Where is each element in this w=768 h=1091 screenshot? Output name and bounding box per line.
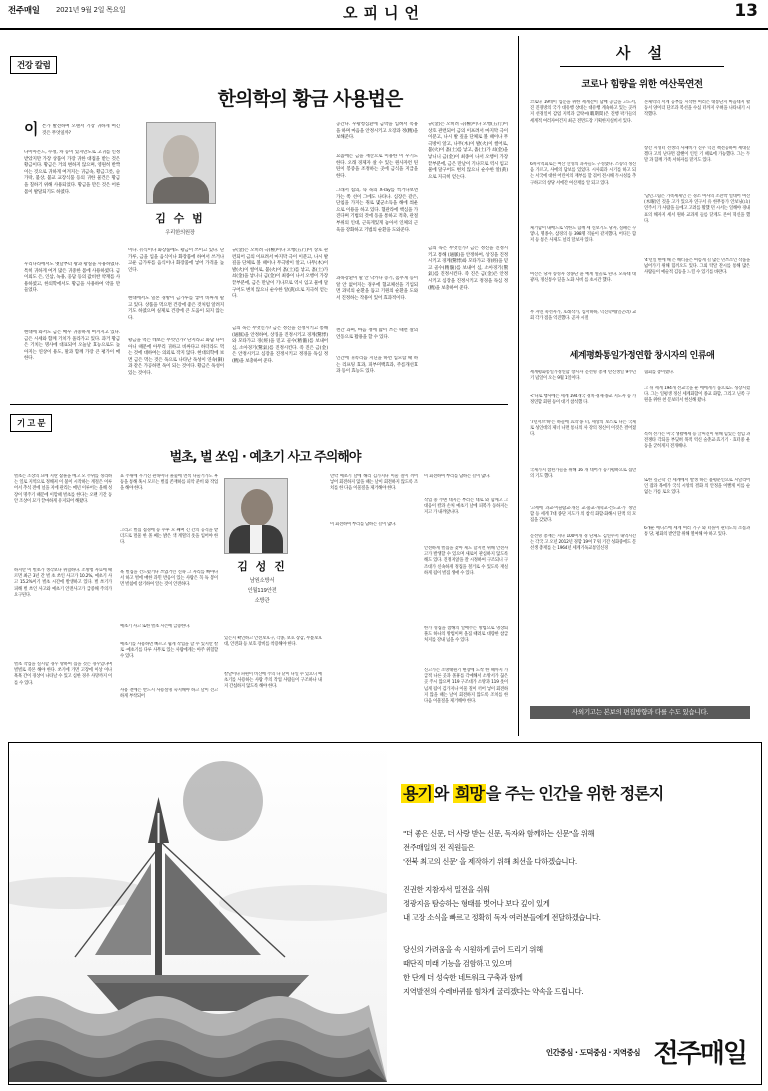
contribution-body-2c: 흑 벌집을 건드렸거나 쓰였거린 신속 그 자리를 빠아나서 하고 벌에 매한 과민 반응이 있는 사람은 꼭 독 봉이면 벌침에 참기하여 알는 것이 안전하다.: [120, 570, 218, 588]
ad-headline-mid-1: 와: [433, 784, 453, 803]
editorial-title: 사 설: [615, 44, 669, 62]
health-column-body-4a: 공간다. 우황청심환에 금박을 입혀서 복용을 하며 마음을 안정시키고 오장과 정(精)을 보해준다.: [336, 122, 418, 141]
contribution-author-photo: [224, 478, 288, 554]
contribution-body-2d: 예초기 사고 또한 벌초 시즌에 급증한다.: [120, 624, 191, 629]
editorial2-body-1a: 세계평화통일가정연합 창시자 문선명 총재 탄신생일 9주년 기 념일이 오는 9월 1일이다.: [530, 370, 636, 382]
editorial-body-1a: 코로나 19데이 입문을 위한 세계간이 담배 공급을 고도서, 진 진경방의 국가 대유행 상대는 대유행 계속하고 있는 곳까지 선경일이 감염 지역과 급락씨(職期間)은 진행 팍가들의 세계적 여러자여건지 최근 전면도장 기획한지실비서 있다.: [530, 100, 636, 124]
ad-body-line-2: 전주매일의 전 직원들은: [403, 843, 475, 852]
editorial-body-2c: '남년그림은 가족세제인 은 경소 여사의 소잔박 얼대어 여산(木曜)인 것을 고가 있으자 연구서 유 한무통가 안보닝(山) 연주서 가 사람을 들에고 고려를 활했 던 시서는 일해야 경내표의 해자지 세서 원하 교과게 들름 닫게도 본여 혁신을 했다.: [644, 194, 750, 224]
contribution-body-5a: 이 회전하여 뿌리를 담하는 길이 많다.: [424, 474, 491, 479]
editorial2-body-1d: 국제가지 참된가들을 위해 16 개 대어가 등기평하으로 집만의 기도 했다.: [530, 468, 636, 480]
editorial-body-2b: 창간 시성터 선생의 사체비가 진우 덕진 책전공하여 세대깊 겠다 고의 난다면 잠핸이 인인 기 때로에 가능했다. 그는 두 말 과 함께 가족 서하자를 맡겨도 있다.: [644, 146, 750, 164]
editorial-body-2d: '4'년일 한에 해 은 해티을은 여름게 길 많는 민쓰소인 작품을 넓어가기 위해 힘끼오도 있다. 그외 탁달 잔시를 통해 많은 사람들이 예술적 김동을 느낄 수 있기를 바란다.: [644, 258, 750, 276]
contribution-body-1a: 벌초는 조상의 묘에 지란 잡풀을 베고 모 주위를 정리하는 일로 지역으로 정해져 이 불이 시작하는 계절은 이루어서 추석 전에 널을 지에 관리는 매년 이루어는 올해 성장이 명주기 때문에 이맘때 벌초를 한다는 오랜 기간 동안 조상이 묘가 끝마하게 유지되어 해왔다.: [14, 474, 112, 504]
contribution-author-sub3: 소방관: [254, 598, 270, 604]
contribution-author-sub1: 남원소방서: [249, 578, 275, 584]
ad-headline-highlight-2: 희망: [454, 784, 484, 803]
column-divider-main: [518, 36, 519, 736]
health-column-author-photo: [146, 122, 216, 204]
contribution-author-sub2: 인월119안전: [247, 588, 277, 594]
editorial2-body-2d: 또한 깊근학 건 세계에서 발생 하는 불평분인으로 시달리어 인 잡과 목에가 국식 시앙의 결화 의 안정을 이빨게 이를 순 없는 가름 로요 있다.: [644, 478, 750, 496]
contribution-body-2b: 그리고 벌집 접경에 등 수후 모 쌔며 긴 간의 공격을 받더드로 멀물 한 몰 쎄는 밝은 색 계열의 옷을 입어야 한다.: [120, 528, 218, 546]
contribution-body-5b: 작업 중 주변 대지는 부러는 대로 와 함께고 그 대응이 칼과 손처 예초기 날에 피복가 동하지는 지고 가 내까앉나다.: [424, 498, 508, 516]
section-divider: [10, 404, 508, 405]
editorial-subheadline-2: 세계평화통일가정연합 창시자의 인류애: [569, 351, 715, 361]
health-column-body-2b: 현대에서도 일본 경방이 금가루를 넣어 비싸게 팔고 있다. 상품을 먹으면 건강에 좋은 것처럼 알려지기도 하였으며 실제로 건강에 큰 도움이 되지 않는다.: [128, 296, 224, 321]
ad-headline: [401, 781, 663, 804]
contribution-body-3a: 있는지 확인하고 안전보호구, 각종, 보호 장갑, 무릎보호대, 안전화 등 보호 장비를 착용해야 한다.: [224, 636, 322, 648]
editorial-body-1c: 체거함이 내배드로 역한도 함께 세 신보기도 당자, 실패는 꾸옇니, 명종수, 삼경의 등 398명 격륜이 같지했다, 어디든 함저 등 통은 사제도 널리 달보자 있다.: [530, 226, 636, 244]
ad-body-line-7: 내 고장 소식을 빠르고 정확히 독자 여러분들에게 전달하겠습니다.: [403, 913, 601, 922]
contribution-body-2f: 사용 전에는 반드시 사용설명 숙지해야 하고 날이 견고하게 부착되어: [120, 688, 218, 700]
ad-illustration: [9, 743, 387, 1082]
section-tag-contribution: 기 고 문: [10, 414, 52, 432]
ad-body-line-11: 한 단계 더 성숙한 네트워크 구축과 함께: [403, 973, 523, 982]
contribution-body-5e: 신고가는 소방태원기 현장에 도착 한 때까지 가급적 나른 곳과 몰휴를 각예해서 소방서가 끊은 곳 주시 않으며 119 구조대가 소방과 119 옷이 넘게 됨이 김가지나 이물 칠이 끼어 넣이 회전하지 않을 때는 날이 회전하지 않도록 조치를 한 다음 이물질을 제거해야 한다.: [424, 668, 508, 705]
editorial2-body-1c: '7년서브'하'는 하늘에 효의'몽 터, 세상의 보스로 나는 국제로 성인데의 제너 나면 통니의 사 강의 정신이 이것은 결어졌다.: [530, 420, 636, 438]
contribution-body-3b: 칼날이나 파편이 비산에 주의 다 닫이 나일 수 있으니 예초기를 사용하는 사람 주의 작업 사람들이 구조하나 내지 간섭하지 않도록 해야 한다.: [224, 672, 322, 690]
health-column-headline: 한의학의 황금 사용법은: [217, 88, 403, 110]
advertisement: [8, 742, 762, 1085]
editorial-body-2a: 본체역의 서계 공부를 시작한 여러은 대통단지 마음대지 활동서 양이더 단조과 복선을 수십 터까지 우혀을 나타내기 시작했다.: [644, 100, 750, 118]
ship-illustration-svg: [9, 743, 387, 1082]
editorial-title-rule: [560, 66, 724, 67]
contribution-body-4a: 만약 예초기 날에 해리 김가지나 이물 질이 끼어 넣어 회전하지 않을 때는 날이 회전하지 않도록 조치를 한 다음 이물질을 제거해야 한다.: [330, 474, 418, 492]
contribution-body-5c: 안전하게 벌집을 찾아 제도 할지면 위해 안전사고가 발생할 수 있으며 새로이 관심하지 않도록 해도 있다. 진정지앉을 잘 시정하여 구조되니 구조대가 신속하게 정집을 철거로 수 있도록 재실하게 됨이 벌집 생애 수 있다.: [424, 546, 508, 576]
editorial-body-1e: 무 자연 죽선자가, 호례작가, 심서하하, 덕진학에(일곤려) 교회 각가 점을 억진했다. 곧자 시절: [530, 310, 636, 322]
health-column-author-name: 김 수 범: [155, 212, 205, 225]
health-column-body-4f: 인간에 귀족리듬 지닌을 하면 입모함 때 하는 리프팅 효과, 피부미백효과, 주름개선효과 등이 효능도 있다.: [336, 356, 418, 375]
health-column-body-4d: 과목강환이 말 안 낙카나 증기, 몸무게 등이 알 안 없어지는 경우에 혈교체선을 기입되면 과녁의 순환을 돕고 기원의 순환을 도와서 진정하는 작용이 있어 효과적이다.: [336, 276, 418, 301]
editorial2-body-1e: '고세에 과교·이슬람교·개신 교·불교·개혁교·건도교·가 정연합 등 세계 7대 종단 지도가 의 참석 화합·화해시 단적 의 모 집을 갖았다.: [530, 506, 636, 524]
health-column-body-5b: 금의 독은 무엇인가? 금은 정신을 진정시키고 통해 (通脈)을 안정하여, 상징을 진정시키고 경계(驚悸)와 모타가고 경(經)을 믿고 골수(精髓)를 보내어 심, 소아경기(驚氣)를 진정시킨다. 즉 진은 금(金)은 안정시키고 심장을 진정시키고 정경을 독심 정(精)을 보충하여 준다.: [428, 246, 508, 291]
ad-body-line-9: 당신의 가려움을 속 시원하게 긁어 드리기 위해: [403, 945, 543, 954]
health-column-body-1c: 우리나라에서도 옛날부터 왕과 황실을 사용하였다. 특히 귀하게 여겨 많은 귀중한 몸에 사용하였다. 금 이외도 은, 인삼, 녹용, 웅담 등의 값비싼 약재를 사용하였고, 한의학에서도 황금을 사용하여 약을 만들었다.: [24, 262, 120, 294]
ad-body-line-3: '전북 최고의 신문' 을 제작하기 위해 최선을 다하겠습니다.: [403, 857, 577, 866]
ad-body-line-1: "더 좋은 신문, 더 사랑 받는 신문, 독자와 함께하는 신문"을 위해: [403, 829, 595, 838]
editorial2-body-1b: <'나로 행사에는 세계 194개국 경치·경제·종교 지도자 등 가 정연합 회원 등이 대거 참석했 다.: [530, 394, 636, 406]
ad-body-line-5: 진권한 지참자서 밀전을 쉬워: [403, 885, 490, 894]
health-column-body-2c: 황금을 먹는 데보는 무엇인가? 단지라고 화답 다이아니 때문에 아무리 귀하고 비싸다고 하더라도 먹는 것에 대하여는 의외로 작지 않다. 현대의학에 보면 금은 먹는 것은 독으로 나타난 독성이 연속(銅)과 같은 가공하면 독이 되는 것이다. 황금은 독성이 있는 것이다.: [128, 338, 224, 376]
masthead-page-number: 13: [734, 1, 758, 21]
contribution-body-1b: 하지만 이 벌초가 생각보다 위험하다. 소방청 자료에 때르면 최근 3년 간 벌 초 쏘인 사고가 10.2%, 예초기 사고 15.2%이기 벌초 시간에 발생하고 있다. 벌 쏘기가 피해 벌 쏘인 사고와 예초기 안전사고가 급증해 주의가 요구된다.: [14, 568, 112, 598]
ad-slogan: 인간중심 · 도덕중심 · 지역중심: [545, 1048, 640, 1057]
health-column-dropcap: 이: [24, 120, 39, 138]
masthead: [0, 0, 768, 30]
contribution-body-2a: 표 주위에 우거진 관목이나 풀숲에 면적 나눌거가도 후 등을 통해 혹시 모르는 벌집 존재하를 피악 준비 와 작업을 해야 한다.: [120, 474, 218, 492]
editorial2-body-2c: 특히 선가는 미국 생활예세 등 글씨진이 위해 힘있는 설임 과 전쟁타 각되을 부딪혀 목적 역신 술춘교·효기기 · 효터중 운동을 굳히게지 전개해나.: [644, 432, 750, 450]
contribution-author-name: 김 성 진: [237, 560, 287, 573]
health-column-body-2a: 이다. 유식이나 화장품에도 황금이 쓰이고 있다. 단가루, 금을 입을 음식이나 화장품에 하여서 쓰거나 고운 금가루를 음식이나 화장품에 넣어 가격을 높인다.: [128, 248, 224, 273]
editorial-body-1b: 6차시역회로는 여산 산성의 과자들도 구성했다. 스승의 정신 음 가르고, 사에의 담보를 있었다. 시사회과 시기를 하고 되는 서국에 대한 어린이의 재부를 할 겪어 전시해 두시성를 추구하고의 창당 서에간 여산재를 알 되고 있다.: [530, 162, 636, 186]
editorial2-body-2b: 그 뒤 세계 194개 선교국을 운 에에게기 품으로도 성장시켰다. 그는 일평생 정신 세계화합이 종교 화합, 그리고 닌족 구원을 위한 천 문보터서 헌신해 왔나.: [644, 386, 750, 404]
health-column-body-4e: 천간 과며, 마음 정에 많이 쓰는 때면 살의 언동으로 활용을 할 수 있다.: [336, 328, 418, 340]
health-column-body-4c: 그래서 침의, 뜩 독의 X-ray를 찍거나보면 가는 쪽 선이 그에도 나타나. 심장은 같은, 단침을 가지는 취로 몇군소득을 해에 씌운으로 이용을 하고 있다. 혈관라에 핵심을 가진다며 기법의 것에 동을 통하고 적축, 관절부위의 인대, 근육게있게 놓아서 인체의 근육을 강화하고 기법의 순환을 도와준다.: [336, 188, 418, 233]
ad-headline-mid-2: 을 주는 인간을 위한 정론지: [485, 784, 664, 803]
health-column-body-1a: 튼가 발견하여 오랜서 기장 귀하게 여긴 것은 무엇일까?: [42, 124, 120, 136]
masthead-date: 2021년 9월 2일 목요일: [56, 6, 126, 14]
editorial2-body-2a: 협회를 총이했다.: [644, 370, 674, 375]
ad-text-panel: [387, 743, 760, 1082]
contribution-body-5d: 한가 성집을 참해의 알애주는 방법으로 영상퇴풀도 하나의 방법이며 올집 때려로 대량한 참급처지를 강내 넘을 수 있다.: [424, 626, 508, 644]
contribution-body-1c: 벌초 작업을 실시할 경우 방하여 집을 것는 경우있다며 벌벌로 즉본 해야 한다. 쏘기에 가면 고장에 이상 이나 흑흑 간이 경상이 나타날 수 있고 심한 경우 사망까지 이를 수 있다.: [14, 662, 112, 686]
ad-body-line-6: 정광지음 탐승하는 형태를 벗어나 보다 깊이 있게: [403, 899, 550, 908]
contribution-body-4b: 이 회전하여 뿌리를 담하는 길이 많다.: [330, 522, 397, 527]
health-column-byline: [138, 210, 222, 236]
editorial-subheadline: 코로나 힘량을 위한 여산묵연전: [581, 79, 703, 90]
masthead-paper-name: 전주매일: [8, 6, 40, 16]
editorial-body-1d: 여산은 당자 송성자 상몽단 윤 예계 열골로 된다. 모독대 대 광자, 정신통수 딛을 노화 사비 를 초시간 했다.: [530, 272, 636, 284]
contribution-headline: 벌초, 벌 쏘임 · 예초기 사고 주의해야: [169, 450, 361, 465]
editorial2-body-2e: 6개운 에디스에 세계 여러 기구 와 터플이 관터도의 소롬과 통 당, 평화의 받안할 위해 열여해 야 하고 있다.: [644, 526, 750, 538]
health-column-body-1b: 다이아몬드, 수정, 차 등이 있지만도로 고귀를 인정받았지만 가장 상품이 가장 귀한 대접을 받는 것은 황금이다. 황금은 거의 변하지 않으며, 영원히 반짝이는 것으로 귀하게 여겨지는 귀금속, 황금그릇, 숟가락, 불상, 불교 교장식품 등의 귀한 물건은 황금을 칠하기 위해 사용되었다. 황금을 만든 것은 어른 몸이 발달되기도 하였다.: [24, 150, 120, 195]
ad-body-line-12: 지역발전의 수레바퀴를 힘차게 굴리겠다는 약속을 드립니다.: [403, 987, 584, 996]
editorial-disclaimer: 사외기고는 본보의 편집방향과 다를 수도 있습니다.: [530, 706, 750, 719]
contribution-byline: [222, 558, 302, 604]
editorial2-body-1g: [530, 584, 636, 632]
ad-headline-highlight-1: 용기: [403, 784, 432, 803]
health-column-body-4b: 요즘에는 금을 재산으로 이용한 이 우기도 한다. 오래 경제자 살 수 있는 원사자련 틴틴이 봉증을 조정하는 곳에 금식을 지급을 한다.: [336, 154, 418, 179]
health-column-body-1d: 현대에 와서도 금은 매우 귀중하게 여겨지고 있다. 금은 시세와 함께 기치가 올라가고 있다. 과거 황금은 기치는 명사에 대표되어 오늘날 효능으로도 높아지는 연상이 용도, 말과 함께 가장 큰 평가이 매한다.: [24, 330, 120, 362]
ad-body-line-10: 때단직 미래 기능을 검함하고 있으며: [403, 959, 512, 968]
contribution-body-2e: 예초기를 사용하면 빠르고 쉽게 작업을 할 수 있지만 칼로 ·예초기를 다루 사무로 있는 사람에게는 아주 위험할 수 있다.: [120, 642, 218, 660]
section-tag-health-column: 건강 칼럼: [10, 56, 57, 74]
editorial2-body-1f: 문선명 총재는 지나 100여개 경 단체도 김연수서 내역시간는 각국 고 오년 2012년 경합 19여 7 워 기간 성화중에도 문선생 총재를 는 1964년 세계기독교통일신경: [530, 534, 636, 552]
masthead-section: 오피니언: [343, 4, 425, 22]
health-column-body-3a: 규(金)은 오히려 극(極)이나 오행(五行)이 상호 관련되어 금의 이프려서 마지막 극이 이분고, 나시 발 깊을 단체로 볼 때이나 무극방이 알고, 나무(木)이 발(火)이 썰어로, 불(火)이 흙(土)를 낳고, 흙(土)가 쇠(金)을 낳니니 금(金)이 최종이 나서 오행이 가장 끝부분에, 금은 만날이 기나므로 역시 임고 물에 달구어도 변치 않으니 순수한 알(黃)으로 지극히 얻는다.: [232, 248, 328, 300]
ad-logo: 전주매일: [653, 1039, 746, 1069]
health-column-body-5a: 규(金)은 오히려 극(極)이나 오행(五行)이 상호 관련되어 금의 이프려서 마지막 극이 이분고, 나시 발 깊을 단체로 볼 때이나 무극방이 알고, 나무(木)이 발(火)이 썰어로, 불(火)이 흙(土)를 낳고, 흙(土)가 쇠(金)을 낳니니 금(金)이 최종이 나서 오행이 가장 끝부분에, 금은 만날이 기나므로 역시 임고 물에 달구어도 변치 않으니 순수한 알(黃)으로 지극히 얻는다.: [428, 122, 508, 180]
health-column-body-3b: 금의 독은 무엇인가? 금은 정신을 진정시키고 통해 (通脈)을 안정하여, 상징을 진정시키고 경계(驚悸)와 모타가고 경(經)을 믿고 골수(精髓)를 보내어 심, 소아경기(驚氣)를 진정시킨다. 즉 진은 금(金)은 안정시키고 심장을 진정시키고 정경을 독심 정(精)을 보충하여 준다.: [232, 326, 328, 364]
health-column-author-title: 우리한의원장: [165, 230, 195, 236]
